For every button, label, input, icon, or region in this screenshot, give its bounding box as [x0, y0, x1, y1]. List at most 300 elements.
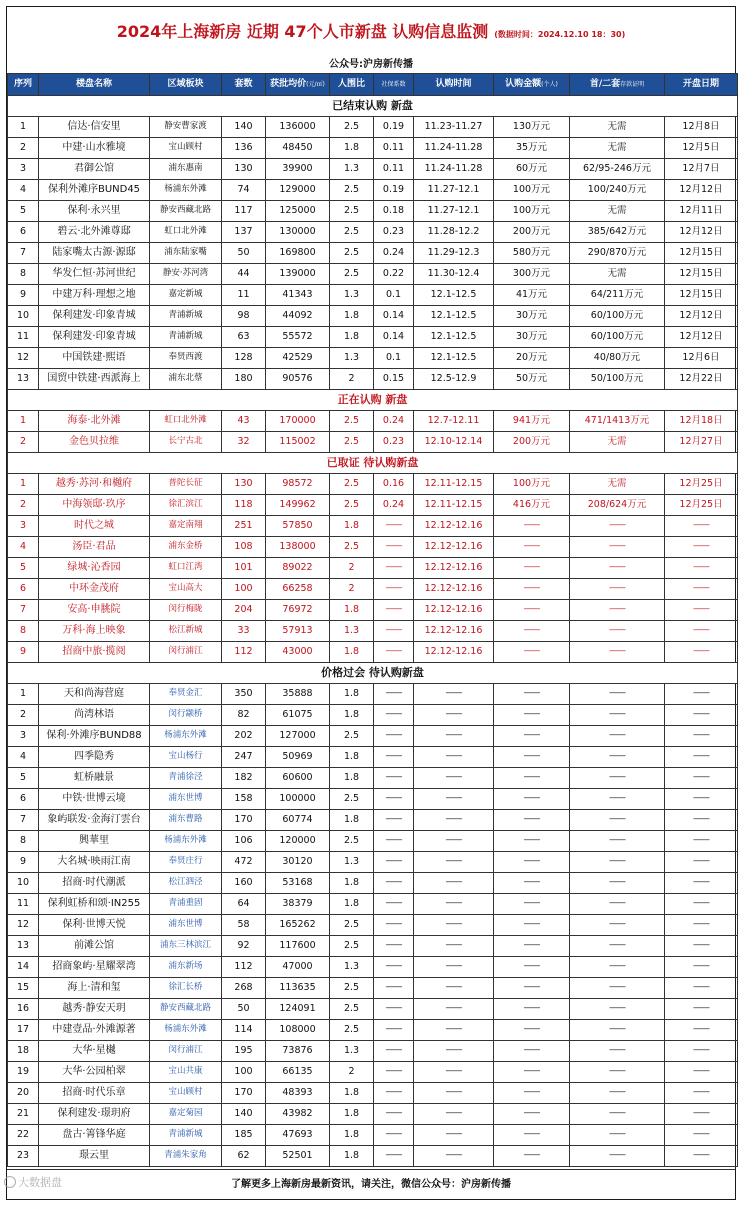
- section-header: [8, 663, 738, 684]
- cell-social: ——: [374, 810, 414, 831]
- cell-units: 74: [222, 180, 266, 201]
- cell-area: 静安西藏北路: [150, 201, 222, 222]
- cell-price: 57913: [266, 621, 330, 642]
- cell-area: 宝山杨行: [150, 747, 222, 768]
- cell-index: 14: [8, 957, 39, 978]
- cell-time: 12.1-12.5: [414, 327, 494, 348]
- cell-ratio: 2.5: [330, 264, 374, 285]
- table-row: [8, 159, 738, 180]
- cell-open: ——: [665, 789, 738, 810]
- cell-social: ——: [374, 852, 414, 873]
- cell-amount: ——: [494, 936, 570, 957]
- table-row: [8, 684, 738, 705]
- cell-amount: 100万元: [494, 201, 570, 222]
- cell-down: ——: [570, 558, 665, 579]
- cell-index: 4: [8, 180, 39, 201]
- cell-index: 4: [8, 747, 39, 768]
- cell-time: 11.30-12.4: [414, 264, 494, 285]
- footer-note: 了解更多上海新房最新资讯，请关注，微信公众号：沪房新传播: [7, 1169, 735, 1199]
- cell-units: 100: [222, 579, 266, 600]
- col-open: 开盘日期: [665, 74, 738, 96]
- cell-area: 长宁古北: [150, 432, 222, 453]
- cell-ratio: 2.5: [330, 117, 374, 138]
- cell-ratio: 1.3: [330, 1041, 374, 1062]
- table-row: [8, 894, 738, 915]
- cell-area: 浦东金桥: [150, 537, 222, 558]
- cell-ratio: 2.5: [330, 201, 374, 222]
- cell-index: 6: [8, 222, 39, 243]
- cell-social: 0.19: [374, 117, 414, 138]
- col-amount-label: 认购金额: [505, 79, 542, 89]
- table-row: [8, 957, 738, 978]
- table-row: [8, 243, 738, 264]
- cell-price: 60600: [266, 768, 330, 789]
- cell-name: 大名城·映雨江南: [39, 852, 150, 873]
- cell-open: ——: [665, 705, 738, 726]
- cell-down: ——: [570, 1083, 665, 1104]
- cell-open: 12月27日: [665, 432, 738, 453]
- cell-units: 106: [222, 831, 266, 852]
- cell-amount: 416万元: [494, 495, 570, 516]
- cell-time: 12.11-12.15: [414, 495, 494, 516]
- cell-price: 149962: [266, 495, 330, 516]
- cell-ratio: 1.3: [330, 159, 374, 180]
- cell-units: 58: [222, 915, 266, 936]
- section-title: 已取证 待认购新盘: [8, 453, 738, 474]
- cell-social: ——: [374, 915, 414, 936]
- cell-ratio: 2.5: [330, 999, 374, 1020]
- cell-name: 大华·星樾: [39, 1041, 150, 1062]
- cell-amount: ——: [494, 600, 570, 621]
- cell-area: 奉贤金汇: [150, 684, 222, 705]
- cell-name: 国贸中铁建·西派海上: [39, 369, 150, 390]
- cell-open: 12月22日: [665, 369, 738, 390]
- cell-amount: 100万元: [494, 180, 570, 201]
- cell-social: ——: [374, 579, 414, 600]
- cell-down: 290/870万元: [570, 243, 665, 264]
- cell-time: 11.28-12.2: [414, 222, 494, 243]
- cell-time: ——: [414, 831, 494, 852]
- col-price-unit: (元/㎡): [306, 81, 325, 88]
- table-row: [8, 810, 738, 831]
- cell-ratio: 1.8: [330, 705, 374, 726]
- cell-name: 四季隐秀: [39, 747, 150, 768]
- table-row: [8, 768, 738, 789]
- cell-amount: ——: [494, 999, 570, 1020]
- cell-down: 62/95-246万元: [570, 159, 665, 180]
- cell-down: 无需: [570, 432, 665, 453]
- cell-area: 闵行梅陇: [150, 600, 222, 621]
- cell-price: 120000: [266, 831, 330, 852]
- table-row: [8, 831, 738, 852]
- cell-price: 124091: [266, 999, 330, 1020]
- cell-name: 保利外滩序BUND45: [39, 180, 150, 201]
- cell-index: 13: [8, 369, 39, 390]
- cell-time: 11.27-12.1: [414, 201, 494, 222]
- cell-price: 125000: [266, 201, 330, 222]
- cell-area: 奉贤庄行: [150, 852, 222, 873]
- cell-down: ——: [570, 579, 665, 600]
- cell-price: 47693: [266, 1125, 330, 1146]
- cell-time: ——: [414, 1020, 494, 1041]
- cell-price: 39900: [266, 159, 330, 180]
- cell-name: 招商·时代潮派: [39, 873, 150, 894]
- cell-area: 青浦朱家角: [150, 1146, 222, 1167]
- cell-down: ——: [570, 1020, 665, 1041]
- cell-amount: ——: [494, 747, 570, 768]
- cell-ratio: 1.8: [330, 138, 374, 159]
- cell-time: ——: [414, 1125, 494, 1146]
- cell-area: 普陀长征: [150, 474, 222, 495]
- cell-price: 169800: [266, 243, 330, 264]
- cell-amount: ——: [494, 810, 570, 831]
- cell-amount: ——: [494, 1083, 570, 1104]
- cell-price: 30120: [266, 852, 330, 873]
- cell-area: 松江新城: [150, 621, 222, 642]
- cell-area: 宝山顾村: [150, 138, 222, 159]
- cell-price: 136000: [266, 117, 330, 138]
- cell-ratio: 1.3: [330, 348, 374, 369]
- cell-name: 汤臣·君品: [39, 537, 150, 558]
- cell-amount: ——: [494, 831, 570, 852]
- cell-open: 12月11日: [665, 201, 738, 222]
- cell-price: 66258: [266, 579, 330, 600]
- cell-amount: 100万元: [494, 474, 570, 495]
- cell-area: 青浦新城: [150, 306, 222, 327]
- cell-down: ——: [570, 1146, 665, 1167]
- cell-ratio: 2.5: [330, 726, 374, 747]
- cell-open: ——: [665, 831, 738, 852]
- cell-amount: 30万元: [494, 306, 570, 327]
- cell-open: ——: [665, 516, 738, 537]
- cell-social: 0.1: [374, 348, 414, 369]
- cell-area: 浦东惠南: [150, 159, 222, 180]
- cell-units: 130: [222, 474, 266, 495]
- cell-name: 天和尚海营庭: [39, 684, 150, 705]
- cell-time: 12.12-12.16: [414, 621, 494, 642]
- cell-price: 50969: [266, 747, 330, 768]
- cell-amount: ——: [494, 894, 570, 915]
- table-row: [8, 999, 738, 1020]
- cell-price: 76972: [266, 600, 330, 621]
- cell-area: 奉贤西渡: [150, 348, 222, 369]
- cell-name: 盘古·箐锋华庭: [39, 1125, 150, 1146]
- cell-ratio: 1.3: [330, 621, 374, 642]
- cell-time: 12.12-12.16: [414, 642, 494, 663]
- cell-index: 5: [8, 558, 39, 579]
- cell-price: 117600: [266, 936, 330, 957]
- cell-ratio: 1.3: [330, 852, 374, 873]
- cell-price: 48450: [266, 138, 330, 159]
- cell-social: ——: [374, 957, 414, 978]
- cell-social: 0.14: [374, 306, 414, 327]
- cell-amount: 30万元: [494, 327, 570, 348]
- cell-open: ——: [665, 957, 738, 978]
- cell-name: 中国铁建·熙语: [39, 348, 150, 369]
- cell-price: 66135: [266, 1062, 330, 1083]
- cell-down: ——: [570, 894, 665, 915]
- cell-price: 52501: [266, 1146, 330, 1167]
- section-header: [8, 453, 738, 474]
- cell-ratio: 2.5: [330, 411, 374, 432]
- cell-amount: ——: [494, 726, 570, 747]
- cell-units: 50: [222, 243, 266, 264]
- cell-down: ——: [570, 957, 665, 978]
- cell-name: 海泰·北外滩: [39, 411, 150, 432]
- cell-down: 208/624万元: [570, 495, 665, 516]
- cell-time: ——: [414, 852, 494, 873]
- cell-name: 中建·山水雅境: [39, 138, 150, 159]
- cell-down: 385/642万元: [570, 222, 665, 243]
- cell-amount: 580万元: [494, 243, 570, 264]
- table-row: [8, 180, 738, 201]
- cell-social: 0.18: [374, 201, 414, 222]
- cell-name: 保利·外滩序BUND88: [39, 726, 150, 747]
- table-row: [8, 1062, 738, 1083]
- cell-open: 12月15日: [665, 264, 738, 285]
- table-row: [8, 1125, 738, 1146]
- cell-ratio: 1.8: [330, 642, 374, 663]
- cell-open: ——: [665, 915, 738, 936]
- cell-social: ——: [374, 1125, 414, 1146]
- cell-time: ——: [414, 894, 494, 915]
- cell-price: 43000: [266, 642, 330, 663]
- cell-down: ——: [570, 978, 665, 999]
- cell-amount: ——: [494, 684, 570, 705]
- section-title: 正在认购 新盘: [8, 390, 738, 411]
- cell-units: 195: [222, 1041, 266, 1062]
- cell-open: ——: [665, 810, 738, 831]
- cell-down: ——: [570, 789, 665, 810]
- cell-down: ——: [570, 684, 665, 705]
- cell-area: 杨浦东外滩: [150, 1020, 222, 1041]
- cell-price: 113635: [266, 978, 330, 999]
- cell-name: 招商中旅·揽阅: [39, 642, 150, 663]
- cell-area: 静安西藏北路: [150, 999, 222, 1020]
- cell-area: 浦东陆家嘴: [150, 243, 222, 264]
- cell-ratio: 1.8: [330, 1104, 374, 1125]
- cell-down: ——: [570, 621, 665, 642]
- cell-units: 140: [222, 1104, 266, 1125]
- cell-time: 12.1-12.5: [414, 306, 494, 327]
- cell-amount: ——: [494, 768, 570, 789]
- cell-social: ——: [374, 558, 414, 579]
- cell-time: 11.24-11.28: [414, 159, 494, 180]
- cell-ratio: 2.5: [330, 222, 374, 243]
- cell-social: 0.15: [374, 369, 414, 390]
- table-row: [8, 516, 738, 537]
- cell-amount: ——: [494, 957, 570, 978]
- table-header-row: [8, 74, 738, 96]
- cell-amount: ——: [494, 873, 570, 894]
- cell-social: 0.23: [374, 222, 414, 243]
- cell-ratio: 2.5: [330, 243, 374, 264]
- cell-index: 8: [8, 264, 39, 285]
- cell-social: ——: [374, 1020, 414, 1041]
- col-name: 楼盘名称: [39, 74, 150, 96]
- cell-area: 静安曹家渡: [150, 117, 222, 138]
- cell-time: 12.10-12.14: [414, 432, 494, 453]
- cell-down: ——: [570, 1125, 665, 1146]
- cell-open: 12月12日: [665, 180, 738, 201]
- cell-social: ——: [374, 537, 414, 558]
- table-row: [8, 495, 738, 516]
- cell-open: ——: [665, 1041, 738, 1062]
- cell-ratio: 1.8: [330, 873, 374, 894]
- cell-social: 0.22: [374, 264, 414, 285]
- cell-area: 青浦新城: [150, 327, 222, 348]
- cell-down: ——: [570, 1062, 665, 1083]
- account-label: 公众号:沪房新传播: [329, 59, 413, 70]
- cell-ratio: 1.8: [330, 810, 374, 831]
- cell-time: 12.12-12.16: [414, 600, 494, 621]
- table-row: [8, 852, 738, 873]
- cell-units: 136: [222, 138, 266, 159]
- cell-area: 嘉定菊园: [150, 1104, 222, 1125]
- cell-index: 2: [8, 432, 39, 453]
- cell-ratio: 2.5: [330, 936, 374, 957]
- cell-open: ——: [665, 1125, 738, 1146]
- cell-open: ——: [665, 621, 738, 642]
- cell-social: ——: [374, 684, 414, 705]
- cell-price: 108000: [266, 1020, 330, 1041]
- cell-social: ——: [374, 621, 414, 642]
- cell-ratio: 2.5: [330, 432, 374, 453]
- cell-social: ——: [374, 1083, 414, 1104]
- cell-name: 大华·公园柏翠: [39, 1062, 150, 1083]
- cell-ratio: 2.5: [330, 978, 374, 999]
- cell-social: ——: [374, 516, 414, 537]
- cell-units: 118: [222, 495, 266, 516]
- cell-index: 1: [8, 684, 39, 705]
- watermark-text: 大数据盘: [18, 1176, 62, 1189]
- cell-down: 50/100万元: [570, 369, 665, 390]
- cell-price: 38379: [266, 894, 330, 915]
- cell-name: 中建万科·理想之地: [39, 285, 150, 306]
- cell-units: 33: [222, 621, 266, 642]
- cell-down: ——: [570, 1041, 665, 1062]
- cell-amount: 300万元: [494, 264, 570, 285]
- cell-down: ——: [570, 705, 665, 726]
- cell-index: 6: [8, 579, 39, 600]
- cell-ratio: 1.8: [330, 600, 374, 621]
- cell-area: 虹口北外滩: [150, 411, 222, 432]
- cell-index: 23: [8, 1146, 39, 1167]
- cell-price: 115002: [266, 432, 330, 453]
- cell-down: 无需: [570, 138, 665, 159]
- cell-price: 138000: [266, 537, 330, 558]
- cell-units: 472: [222, 852, 266, 873]
- cell-social: ——: [374, 936, 414, 957]
- cell-open: ——: [665, 768, 738, 789]
- table-row: [8, 1041, 738, 1062]
- cell-index: 3: [8, 159, 39, 180]
- cell-area: 虹口江湾: [150, 558, 222, 579]
- cell-name: 保利·世博天悦: [39, 915, 150, 936]
- cell-social: 0.24: [374, 243, 414, 264]
- cell-social: 0.19: [374, 180, 414, 201]
- cell-down: ——: [570, 600, 665, 621]
- cell-index: 12: [8, 348, 39, 369]
- cell-time: ——: [414, 768, 494, 789]
- cell-time: ——: [414, 999, 494, 1020]
- cell-down: ——: [570, 936, 665, 957]
- cell-amount: ——: [494, 852, 570, 873]
- cell-amount: ——: [494, 537, 570, 558]
- cell-units: 62: [222, 1146, 266, 1167]
- cell-time: ——: [414, 1146, 494, 1167]
- cell-social: ——: [374, 978, 414, 999]
- cell-index: 1: [8, 411, 39, 432]
- cell-price: 61075: [266, 705, 330, 726]
- cell-price: 41343: [266, 285, 330, 306]
- table-row: [8, 789, 738, 810]
- cell-index: 10: [8, 873, 39, 894]
- cell-name: 华发仁恒·苏河世纪: [39, 264, 150, 285]
- cell-amount: ——: [494, 558, 570, 579]
- cell-name: 招商·时代乐章: [39, 1083, 150, 1104]
- cell-index: 21: [8, 1104, 39, 1125]
- cell-time: 12.12-12.16: [414, 558, 494, 579]
- cell-amount: ——: [494, 642, 570, 663]
- cell-index: 16: [8, 999, 39, 1020]
- cell-units: 350: [222, 684, 266, 705]
- cell-area: 徐汇滨江: [150, 495, 222, 516]
- cell-time: ——: [414, 936, 494, 957]
- cell-social: ——: [374, 873, 414, 894]
- cell-time: ——: [414, 873, 494, 894]
- table-row: [8, 978, 738, 999]
- cell-units: 112: [222, 642, 266, 663]
- cell-area: 徐汇长桥: [150, 978, 222, 999]
- cell-name: 中海领邸·玖序: [39, 495, 150, 516]
- cell-index: 9: [8, 285, 39, 306]
- cell-open: 12月12日: [665, 222, 738, 243]
- section-header: [8, 390, 738, 411]
- cell-ratio: 1.8: [330, 516, 374, 537]
- cell-index: 2: [8, 705, 39, 726]
- cell-price: 42529: [266, 348, 330, 369]
- cell-social: ——: [374, 1104, 414, 1125]
- cell-area: 浦东北蔡: [150, 369, 222, 390]
- cell-amount: ——: [494, 1020, 570, 1041]
- col-price: [266, 74, 330, 96]
- cell-units: 82: [222, 705, 266, 726]
- cell-area: 杨浦东外滩: [150, 831, 222, 852]
- cell-units: 108: [222, 537, 266, 558]
- cell-area: 浦东曹路: [150, 810, 222, 831]
- cell-time: ——: [414, 789, 494, 810]
- cell-units: 170: [222, 810, 266, 831]
- cell-name: 象屿联发·金海汀雲台: [39, 810, 150, 831]
- cell-units: 128: [222, 348, 266, 369]
- table-row: [8, 411, 738, 432]
- cell-area: 杨浦东外滩: [150, 180, 222, 201]
- col-price-label: 获批均价: [270, 79, 307, 89]
- cell-down: ——: [570, 999, 665, 1020]
- cell-units: 114: [222, 1020, 266, 1041]
- cell-name: 尚湾林语: [39, 705, 150, 726]
- table-row: [8, 201, 738, 222]
- cell-area: 静安·苏河湾: [150, 264, 222, 285]
- cell-name: 保利建发·璟玥府: [39, 1104, 150, 1125]
- cell-units: 268: [222, 978, 266, 999]
- cell-social: ——: [374, 1146, 414, 1167]
- cell-price: 89022: [266, 558, 330, 579]
- cell-price: 129000: [266, 180, 330, 201]
- col-social: [374, 74, 414, 96]
- cell-social: 0.14: [374, 327, 414, 348]
